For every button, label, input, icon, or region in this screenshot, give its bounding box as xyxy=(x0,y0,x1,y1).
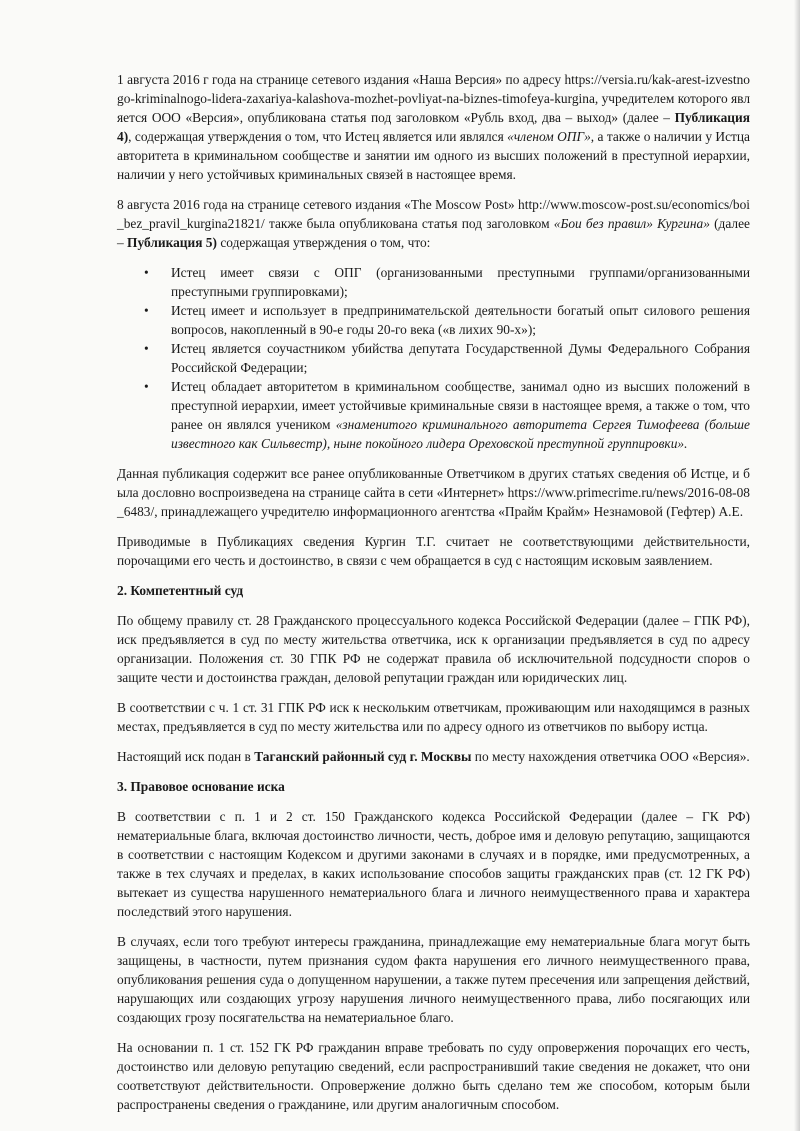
paragraph-art-150: В соответствии с п. 1 и 2 ст. 150 Гражданского кодекса Российской Федерации (далее – ГК РФ) нематериальные блага, включая достоинство личности, честь, доброе имя и деловую репутацию, защищаются в соответствии с настоящим Кодексом и другими законами в случаях и в порядке, ими предусмотренных, а также в тех случаях и пределах, в каких использование способов защиты гражданских прав (ст. 12 ГК РФ) вытекает из существа нарушенного нематериального блага и личного неимущественного права и характера последствий этого нарушения. xyxy=(117,809,750,919)
list-item: • Истец имеет и использует в предпринимательской деятельности богатый опыт силового решения вопросов, накопленный в 90-е годы 20-го века («в лихих 90-х»); xyxy=(171,301,750,339)
paragraph-publication-4: 1 августа 2016 г года на странице сетевого издания «Наша Версия» по адресу https://versia.ru/kak-arest-izvestnogo-kriminalnogo-lidera-zaxariya-kalashova-mozhet-povliyat-na-biznes-timofeya-kurgina, учредителем которого является ООО «Версия», опубликована статья под заголовком «Рубль вход, два – выход» (далее – Публикация 4), содержащая утверждения о том, что Истец является или являлся «членом ОПГ», а также о наличии у Истца авторитета в криминальном сообществе и занятии им одного из высших положений в преступной иерархии, наличии у него устойчивых криминальных связей в настоящее время. xyxy=(117,72,751,182)
paragraph-publication-5: 8 августа 2016 года на странице сетевого издания «The Moscow Post» http://www.moscow-post.su/economics/boi_bez_pravil_kurgina21821/ также была опубликована статья под заголовком «Бои без правил» Кургина» (далее – Публикация 5) содержащая утверждения о том, что: xyxy=(117,197,750,250)
document-body xyxy=(117,70,750,1125)
paragraph-court-filed: Настоящий иск подан в Таганский районный суд г. Москвы по месту нахождения ответчика ООО «Версия». xyxy=(117,749,750,764)
paragraph-republication: Данная публикация содержит все ранее опубликованные Ответчиком в других статьях сведения об Истце, и была дословно воспроизведена на странице сайта в сети «Интернет» https://www.primecrime.ru/news/2016-08-08_6483/, принадлежащего учредителю информационного агентства «Прайм Крайм» Незнамовой (Гефтер) А.Е. xyxy=(117,466,750,519)
list-item: • Истец имеет связи с ОПГ (организованными преступными группами/организованными преступными группировками); xyxy=(171,263,750,301)
paragraph-claim-summary: Приводимые в Публикациях сведения Кургин Т.Г. считает не соответствующими действительности, порочащими его честь и достоинство, в связи с чем обращается в суд с настоящим исковым заявлением. xyxy=(117,534,750,568)
list-item: • Истец обладает авторитетом в криминальном сообществе, занимал одно из высших положений в преступной иерархии, имеет устойчивые криминальные связи в настоящее время, а также о том, что ранее он являлся учеником «знаменитого криминального авторитета Сергея Тимофеева (больше известного как Сильвестр), ныне покойного лидера Ореховской преступной группировки». xyxy=(171,377,750,453)
paragraph-jurisdiction-general: По общему правилу ст. 28 Гражданского процессуального кодекса Российской Федерации (далее – ГПК РФ), иск предъявляется в суд по месту жительства ответчика, иск к организации предъявляется в суд по адресу организации. Положения ст. 30 ГПК РФ не содержат правила об исключительной подсудности споров о защите чести и достоинства граждан, деловой репутации граждан или юридических лиц. xyxy=(117,613,750,685)
list-item: • Истец является соучастником убийства депутата Государственной Думы Федерального Собрания Российской Федерации; xyxy=(171,339,750,377)
paragraph-protection-means: В случаях, если того требуют интересы гражданина, принадлежащие ему нематериальные блага могут быть защищены, в частности, путем признания судом факта нарушения его личного неимущественного права, опубликования решения суда о допущенном нарушении, а также путем пресечения или запрещения действий, нарушающих или создающих угрозу нарушения личного неимущественного права, либо посягающих или создающих грозу посягательства на нематериальное благо. xyxy=(117,934,750,1025)
section-heading-court: 2. Компетентный суд xyxy=(117,583,244,598)
scan-edge xyxy=(794,0,800,1131)
claims-list xyxy=(117,263,750,453)
paragraph-art-152: На основании п. 1 ст. 152 ГК РФ гражданин вправе требовать по суду опровержения порочащих его честь, достоинство или деловую репутацию сведений, если распространивший такие сведения не докажет, что они соответствуют действительности. Опровержение должно быть сделано тем же способом, которым были распространены сведения о гражданине, или другим аналогичным способом. xyxy=(117,1040,750,1112)
paragraph-jurisdiction-multiple: В соответствии с ч. 1 ст. 31 ГПК РФ иск к нескольким ответчикам, проживающим или находящимся в разных местах, предъявляется в суд по месту жительства или по адресу одного из ответчиков по выбору истца. xyxy=(117,700,750,734)
section-heading-legal-basis: 3. Правовое основание иска xyxy=(117,779,285,794)
